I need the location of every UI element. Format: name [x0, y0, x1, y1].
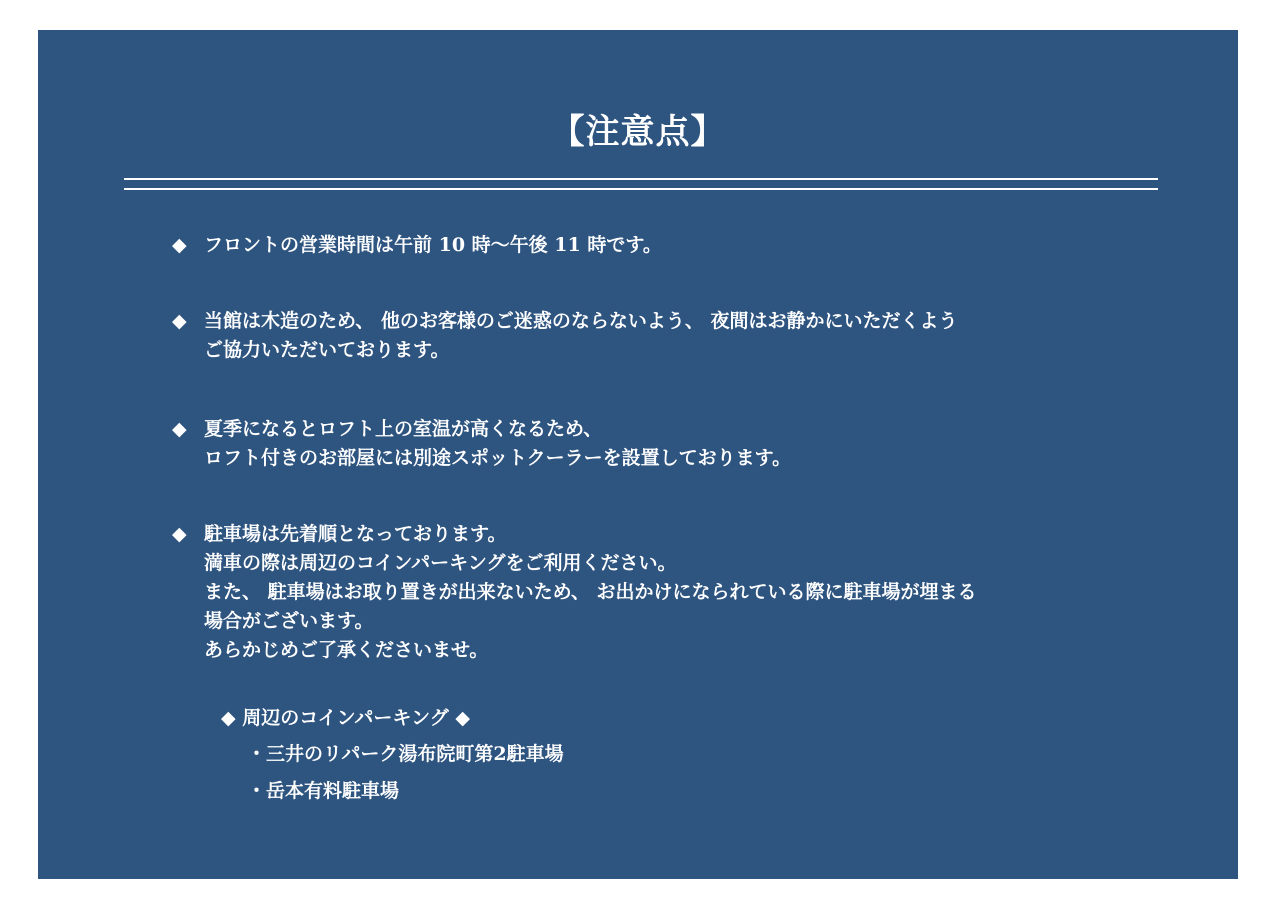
notice-line: また、 駐車場はお取り置きが出来ないため、 お出かけになられている際に駐車場が埋まる [204, 581, 977, 603]
notice-line: 場合がございます。 [204, 610, 374, 632]
diamond-bullet-icon: ◆ [172, 234, 187, 256]
diamond-bullet-icon: ◆ [172, 523, 187, 545]
notice-line: 当館は木造のため、 他のお客様のご迷惑のならないよう、 夜間はお静かにいただくよう [204, 310, 958, 332]
parking-list-item: ・三井のリパーク湯布院町第2駐車場 [247, 743, 564, 765]
page-title: 【注意点】 [550, 112, 726, 152]
notice-item-parking [172, 520, 976, 665]
notice-line: ロフト付きのお部屋には別途スポットクーラーを設置しております。 [204, 447, 792, 469]
nearby-parking-section [221, 704, 564, 814]
nearby-parking-heading [221, 704, 564, 740]
diamond-bullet-icon: ◆ [221, 707, 236, 729]
notice-line: 駐車場は先着順となっております。 [204, 523, 507, 545]
notice-item-front-hours [172, 231, 662, 260]
notice-line: フロントの営業時間は午前 10 時～午後 11 時です。 [204, 234, 662, 256]
notice-line: 満車の際は周辺のコインパーキングをご利用ください。 [204, 552, 677, 574]
notice-panel [38, 30, 1238, 879]
notice-line: 夏季になるとロフト上の室温が高くなるため、 [204, 418, 603, 440]
notice-item-loft-cooler [172, 415, 791, 473]
title-divider-top [124, 178, 1158, 180]
notice-item-quiet-hours [172, 307, 957, 365]
notice-line: ご協力いただいております。 [204, 339, 450, 361]
title-divider-bottom [124, 188, 1158, 190]
diamond-bullet-icon: ◆ [172, 418, 187, 440]
parking-list-item: ・岳本有料駐車場 [247, 780, 400, 802]
nearby-parking-title: 周辺のコインパーキング [242, 707, 449, 729]
diamond-bullet-icon: ◆ [172, 310, 187, 332]
notice-line: あらかじめご了承くださいませ。 [204, 639, 489, 661]
diamond-bullet-icon: ◆ [455, 707, 471, 729]
